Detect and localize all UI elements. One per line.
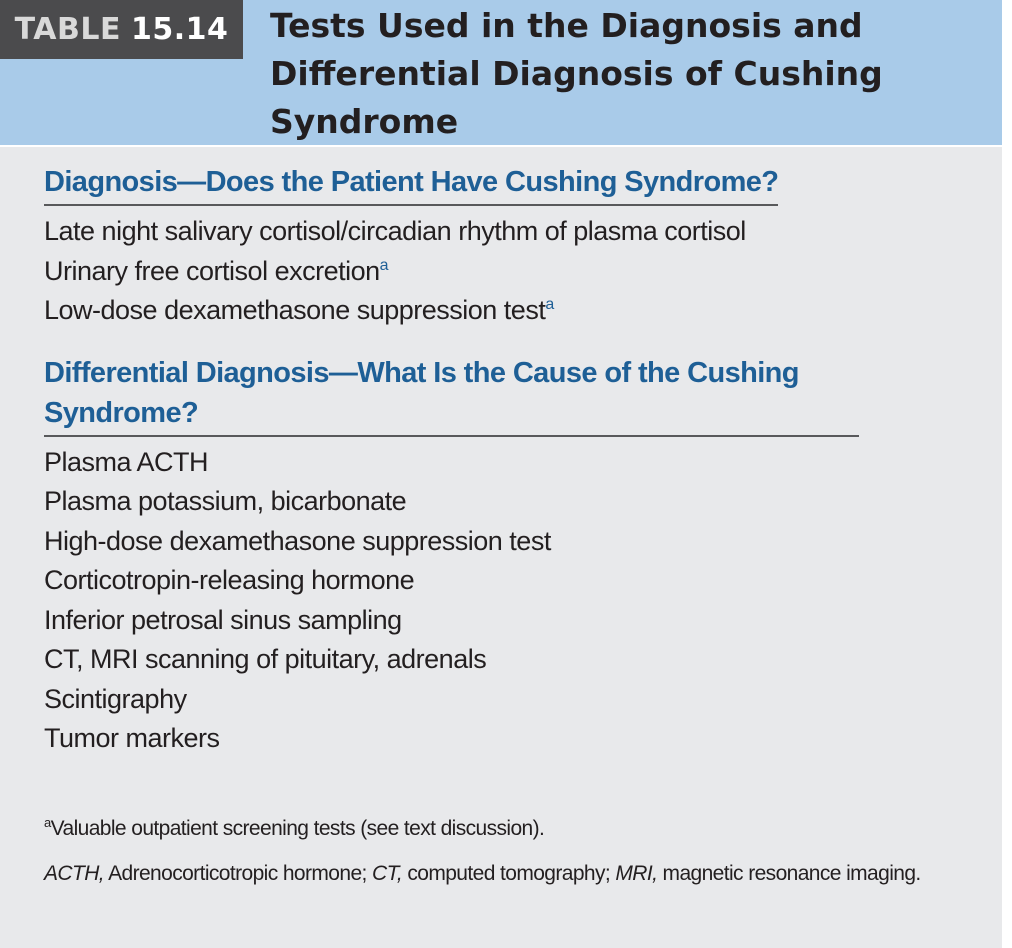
abbreviation: ACTH, [44, 862, 105, 885]
footnote-marker: a [44, 815, 51, 830]
footnote-marker: a [545, 296, 554, 313]
list-item: Tumor markers [44, 723, 220, 753]
list-item: Late night salivary cortisol/circadian rhythm of plasma cortisol [44, 216, 746, 246]
list-item: Plasma potassium, bicarbonate [44, 486, 407, 516]
list-item: Low-dose dexamethasone suppression test$^a$ [44, 295, 554, 325]
section-heading-differential: Differential Diagnosis—What Is the Cause of the Cushing Syndrome? [44, 353, 859, 437]
list-item: Urinary free cortisol excretion$^a$ [44, 255, 389, 286]
table-header [0, 0, 1002, 147]
section-differential-diagnosis [44, 353, 962, 759]
list-item: High-dose dexamethasone suppression test [44, 525, 551, 556]
table-title: Tests Used in the Diagnosis and Differential Diagnosis of Cushing Syndrome [270, 6, 883, 141]
abbreviation-definition: magnetic resonance imaging. [657, 862, 921, 885]
list-item: CT, MRI scanning of pituitary, adrenals [44, 644, 487, 674]
table-body [44, 162, 962, 759]
section-heading-diagnosis: Diagnosis—Does the Patient Have Cushing Syndrome? [44, 162, 778, 206]
footnote-a: $^a$Valuable outpatient screening tests (see text discussion). [44, 815, 545, 840]
abbreviation: CT, [372, 862, 403, 885]
differential-test-list [44, 443, 962, 759]
list-item: Plasma ACTH [44, 446, 209, 477]
footnote-marker: a [379, 256, 389, 274]
list-item: Scintigraphy [44, 683, 187, 714]
table-label-badge [0, 0, 243, 59]
abbreviations-note [44, 856, 964, 891]
table-label-word: TABLE [14, 12, 121, 47]
table-footnotes [44, 812, 964, 891]
abbreviation-definition: computed tomography; [402, 862, 616, 885]
list-item: Corticotropin-releasing hormone [44, 565, 415, 595]
diagnosis-test-list [44, 212, 962, 331]
list-item: Inferior petrosal sinus sampling [44, 604, 402, 635]
abbreviation-definition: Adrenocorticotropic hormone; [104, 862, 372, 885]
section-diagnosis [44, 162, 962, 331]
table-label-number: 15.14 [130, 12, 229, 47]
abbreviation: MRI, [615, 862, 658, 885]
